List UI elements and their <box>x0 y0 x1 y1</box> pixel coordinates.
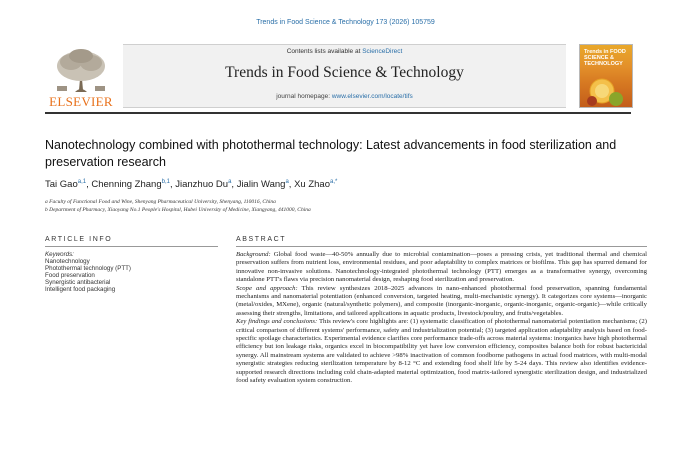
author-name[interactable]: Xu Zhao <box>294 179 330 191</box>
article-title: Nanotechnology combined with photothermal technology: Latest advancements in food sterilization and preservation research <box>45 138 617 169</box>
scope-label: Scope and approach: <box>236 284 298 292</box>
homepage-prefix: journal homepage: <box>276 93 332 100</box>
author-separator: , <box>231 179 235 191</box>
elsevier-wordmark: ELSEVIER <box>49 94 113 109</box>
keyword-item: Food preservation <box>45 272 95 279</box>
author-name[interactable]: Jianzhuo Du <box>175 179 229 191</box>
article-info-heading: ARTICLE INFO <box>45 236 113 243</box>
abstract-findings <box>236 318 647 385</box>
keyword-item: Intelligent food packaging <box>45 286 116 293</box>
abstract-heading: ABSTRACT <box>236 236 287 243</box>
journal-header <box>123 44 566 108</box>
scope-text: This review synthesizes 2018–2025 advances in nano-enhanced photothermal food preservation, spanning fundamental mechanisms and nanomaterial potentiation (enhanced conversion, targeted heating, multi-mechanistic synergy). It categorizes core systems—inorganic (metal/oxides, MXene), organic (natural/synthetic polymers), and composite (inorganic-inorganic, organic-inorganic, organic-organic)—while critically assessing their strengths, limitations, and tailored applications in aquatic products, livestock/poultry, and fruits/vegetables. <box>236 284 647 317</box>
keywords-label: Keywords: <box>45 251 74 258</box>
author-name[interactable]: Tai Gao <box>45 179 78 191</box>
author-name[interactable]: Chenning Zhang <box>91 179 162 191</box>
author[interactable] <box>237 179 292 190</box>
affiliation-b: b Department of Pharmacy, Xiaoyang No.1 People's Hospital, Hubei University of Medicine, Xiangyang, 441000, China <box>45 207 311 213</box>
author[interactable] <box>45 179 89 190</box>
findings-label: Key findings and conclusions: <box>236 318 318 326</box>
author[interactable] <box>175 179 234 190</box>
background-text: Global food waste—40-50% annually due to microbial contamination—poses a pressing crisis, yet traditional thermal and chemical preservation suffers from nutrient loss, environmental residues, and poor adaptability to complex matrices or biofilms. This gap has spurred demand for innovative non-invasive solutions. Nanotechnology-integrated photothermal technology (PTT) emerges as a transformative synergy, overcoming standalone PTT's flaws via precision nanomaterial design, reshaping food sterilization and preservation. <box>236 251 647 284</box>
contents-availability <box>123 48 566 55</box>
abstract-background <box>236 251 647 285</box>
author[interactable] <box>91 179 172 190</box>
keywords-block <box>45 251 131 293</box>
journal-homepage <box>123 93 566 100</box>
background-label: Background: <box>236 251 271 258</box>
author-affiliation-marker[interactable]: a,* <box>330 179 338 185</box>
findings-text: This review's core highlights are: (1) systematic classification of photothermal nanomaterial potentiation mechanisms; (2) critical comparison of different systems' performance, safety and industrialization potential; (3) targeted application adaptability analysis based on food-specific spoilage characteristics. Experimental evidence clarifies core performance trade-offs across material systems: inorganics have high photothermal efficiency but ion leakage risks, organics excel in biocompatibility yet have low conversion efficiency, composites balance both for robust bactericidal synergy. All mainstream systems are validated to achieve >98% inactivation of common foodborne pathogens in actual food matrices, with multi-modal synergistic strategies reducing sterilization temperature by 8-12 °C and extending food shelf life by 5-24 days. This review also identifies evidence-supported research directions including cold chain-adapted material optimization, food matrix-tailored synergistic sterilization design, and industrialized food safety evaluation system construction. <box>236 318 647 385</box>
author[interactable] <box>294 179 337 190</box>
author-affiliation-marker[interactable]: b,1 <box>161 179 170 185</box>
journal-cover-image <box>579 44 633 108</box>
homepage-link[interactable]: www.elsevier.com/locate/tifs <box>331 93 413 100</box>
journal-title: Trends in Food Science & Technology <box>225 64 464 81</box>
abstract-scope <box>236 285 647 319</box>
header-divider <box>45 112 631 114</box>
cover-title: Trends in FOOD SCIENCE & TECHNOLOGY <box>584 49 626 67</box>
abstract-body <box>236 251 647 386</box>
contents-prefix: Contents lists available at <box>286 48 363 55</box>
abstract-divider <box>236 246 647 247</box>
author-separator: , <box>86 179 89 191</box>
keyword-item: Nanotechnology <box>45 258 90 265</box>
author-affiliation-marker[interactable]: a <box>228 179 232 185</box>
affiliation-a: a Faculty of Functional Food and Wine, Shenyang Pharmaceutical University, Shenyang, 110016, China <box>45 199 276 205</box>
author-name[interactable]: Jialin Wang <box>236 179 286 191</box>
author-affiliation-marker[interactable]: a <box>285 179 289 185</box>
author-list <box>45 179 337 190</box>
sciencedirect-link[interactable]: ScienceDirect <box>362 48 403 55</box>
author-separator: , <box>169 179 173 191</box>
journal-reference[interactable]: Trends in Food Science & Technology 173 (2026) 105759 <box>256 19 435 26</box>
author-separator: , <box>288 179 292 191</box>
author-affiliation-marker[interactable]: a,1 <box>77 179 87 185</box>
article-info-divider <box>45 246 218 247</box>
keyword-item: Photothermal technology (PTT) <box>45 265 131 272</box>
keyword-item: Synergistic antibacterial <box>45 279 111 286</box>
cover-fruit-illustration <box>580 69 632 108</box>
